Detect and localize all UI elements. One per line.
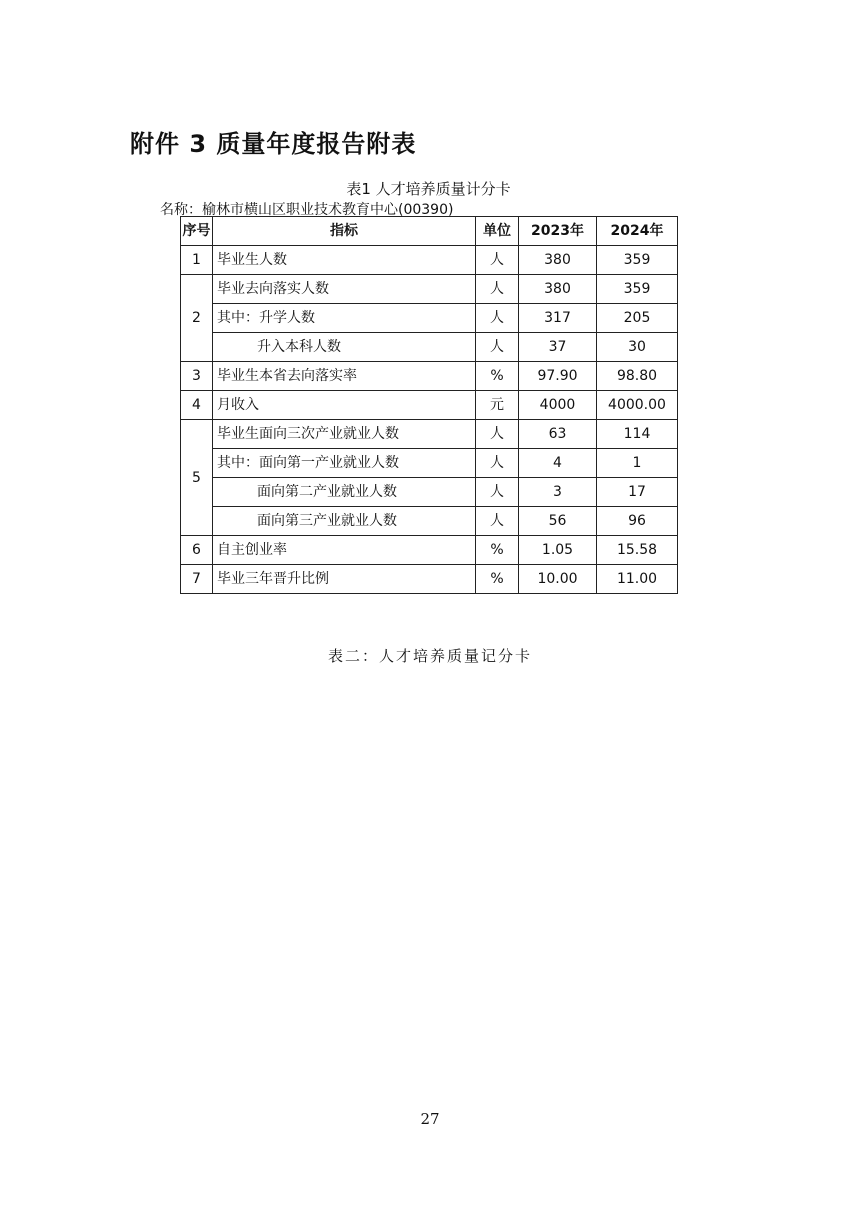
indicator-cell: 月收入 — [213, 391, 476, 420]
value-2023-cell: 3 — [519, 478, 597, 507]
table1-caption: 表1 人才培养质量计分卡 — [346, 180, 511, 198]
document-heading: 附件 3 质量年度报告附表 — [130, 130, 417, 158]
table-header-row — [181, 217, 678, 246]
value-2023-cell: 10.00 — [519, 565, 597, 594]
unit-cell: 人 — [476, 333, 519, 362]
indicator-cell: 其中：面向第一产业就业人数 — [213, 449, 476, 478]
indicator-cell: 其中：升学人数 — [213, 304, 476, 333]
indicator-cell: 毕业去向落实人数 — [213, 275, 476, 304]
value-2024-cell: 15.58 — [597, 536, 678, 565]
table-row — [181, 565, 678, 594]
value-2024-cell: 11.00 — [597, 565, 678, 594]
unit-cell: 人 — [476, 478, 519, 507]
talent-score-table — [180, 216, 678, 594]
table-row — [181, 507, 678, 536]
header-year-2023: 2023年 — [519, 217, 597, 246]
table-row — [181, 275, 678, 304]
value-2023-cell: 37 — [519, 333, 597, 362]
table-row — [181, 304, 678, 333]
indicator-cell: 毕业三年晋升比例 — [213, 565, 476, 594]
header-indicator: 指标 — [213, 217, 476, 246]
header-year-2024: 2024年 — [597, 217, 678, 246]
value-2023-cell: 1.05 — [519, 536, 597, 565]
value-2024-cell: 98.80 — [597, 362, 678, 391]
value-2024-cell: 4000.00 — [597, 391, 678, 420]
value-2023-cell: 4000 — [519, 391, 597, 420]
unit-cell: 人 — [476, 420, 519, 449]
value-2024-cell: 205 — [597, 304, 678, 333]
value-2023-cell: 380 — [519, 275, 597, 304]
page-number: 27 — [420, 1110, 440, 1128]
header-unit: 单位 — [476, 217, 519, 246]
indicator-cell: 毕业生面向三次产业就业人数 — [213, 420, 476, 449]
value-2024-cell: 114 — [597, 420, 678, 449]
row-index: 1 — [181, 246, 213, 275]
indicator-cell: 面向第二产业就业人数 — [213, 478, 476, 507]
value-2024-cell: 359 — [597, 275, 678, 304]
indicator-cell: 面向第三产业就业人数 — [213, 507, 476, 536]
value-2024-cell: 96 — [597, 507, 678, 536]
value-2023-cell: 56 — [519, 507, 597, 536]
unit-cell: 元 — [476, 391, 519, 420]
row-index: 7 — [181, 565, 213, 594]
table-row — [181, 246, 678, 275]
value-2024-cell: 30 — [597, 333, 678, 362]
row-index: 5 — [181, 420, 213, 536]
unit-cell: 人 — [476, 275, 519, 304]
table-row — [181, 362, 678, 391]
indicator-cell: 自主创业率 — [213, 536, 476, 565]
table-row — [181, 449, 678, 478]
row-index: 3 — [181, 362, 213, 391]
unit-cell: 人 — [476, 507, 519, 536]
table-row — [181, 536, 678, 565]
indicator-cell: 升入本科人数 — [213, 333, 476, 362]
value-2023-cell: 97.90 — [519, 362, 597, 391]
table1-unit-name: 名称：榆林市横山区职业技术教育中心(00390) — [160, 202, 454, 218]
value-2023-cell: 380 — [519, 246, 597, 275]
value-2024-cell: 1 — [597, 449, 678, 478]
table-row — [181, 391, 678, 420]
indicator-cell: 毕业生人数 — [213, 246, 476, 275]
row-index: 6 — [181, 536, 213, 565]
unit-cell: % — [476, 362, 519, 391]
unit-cell: 人 — [476, 449, 519, 478]
unit-cell: % — [476, 565, 519, 594]
table2-caption: 表二：人才培养质量记分卡 — [327, 647, 532, 665]
unit-cell: 人 — [476, 304, 519, 333]
table-body — [181, 246, 678, 594]
value-2024-cell: 359 — [597, 246, 678, 275]
table-row — [181, 478, 678, 507]
row-index: 4 — [181, 391, 213, 420]
unit-cell: 人 — [476, 246, 519, 275]
value-2024-cell: 17 — [597, 478, 678, 507]
indicator-cell: 毕业生本省去向落实率 — [213, 362, 476, 391]
value-2023-cell: 4 — [519, 449, 597, 478]
row-index: 2 — [181, 275, 213, 362]
value-2023-cell: 63 — [519, 420, 597, 449]
table-row — [181, 420, 678, 449]
unit-cell: % — [476, 536, 519, 565]
table-row — [181, 333, 678, 362]
value-2023-cell: 317 — [519, 304, 597, 333]
header-index: 序号 — [181, 217, 213, 246]
